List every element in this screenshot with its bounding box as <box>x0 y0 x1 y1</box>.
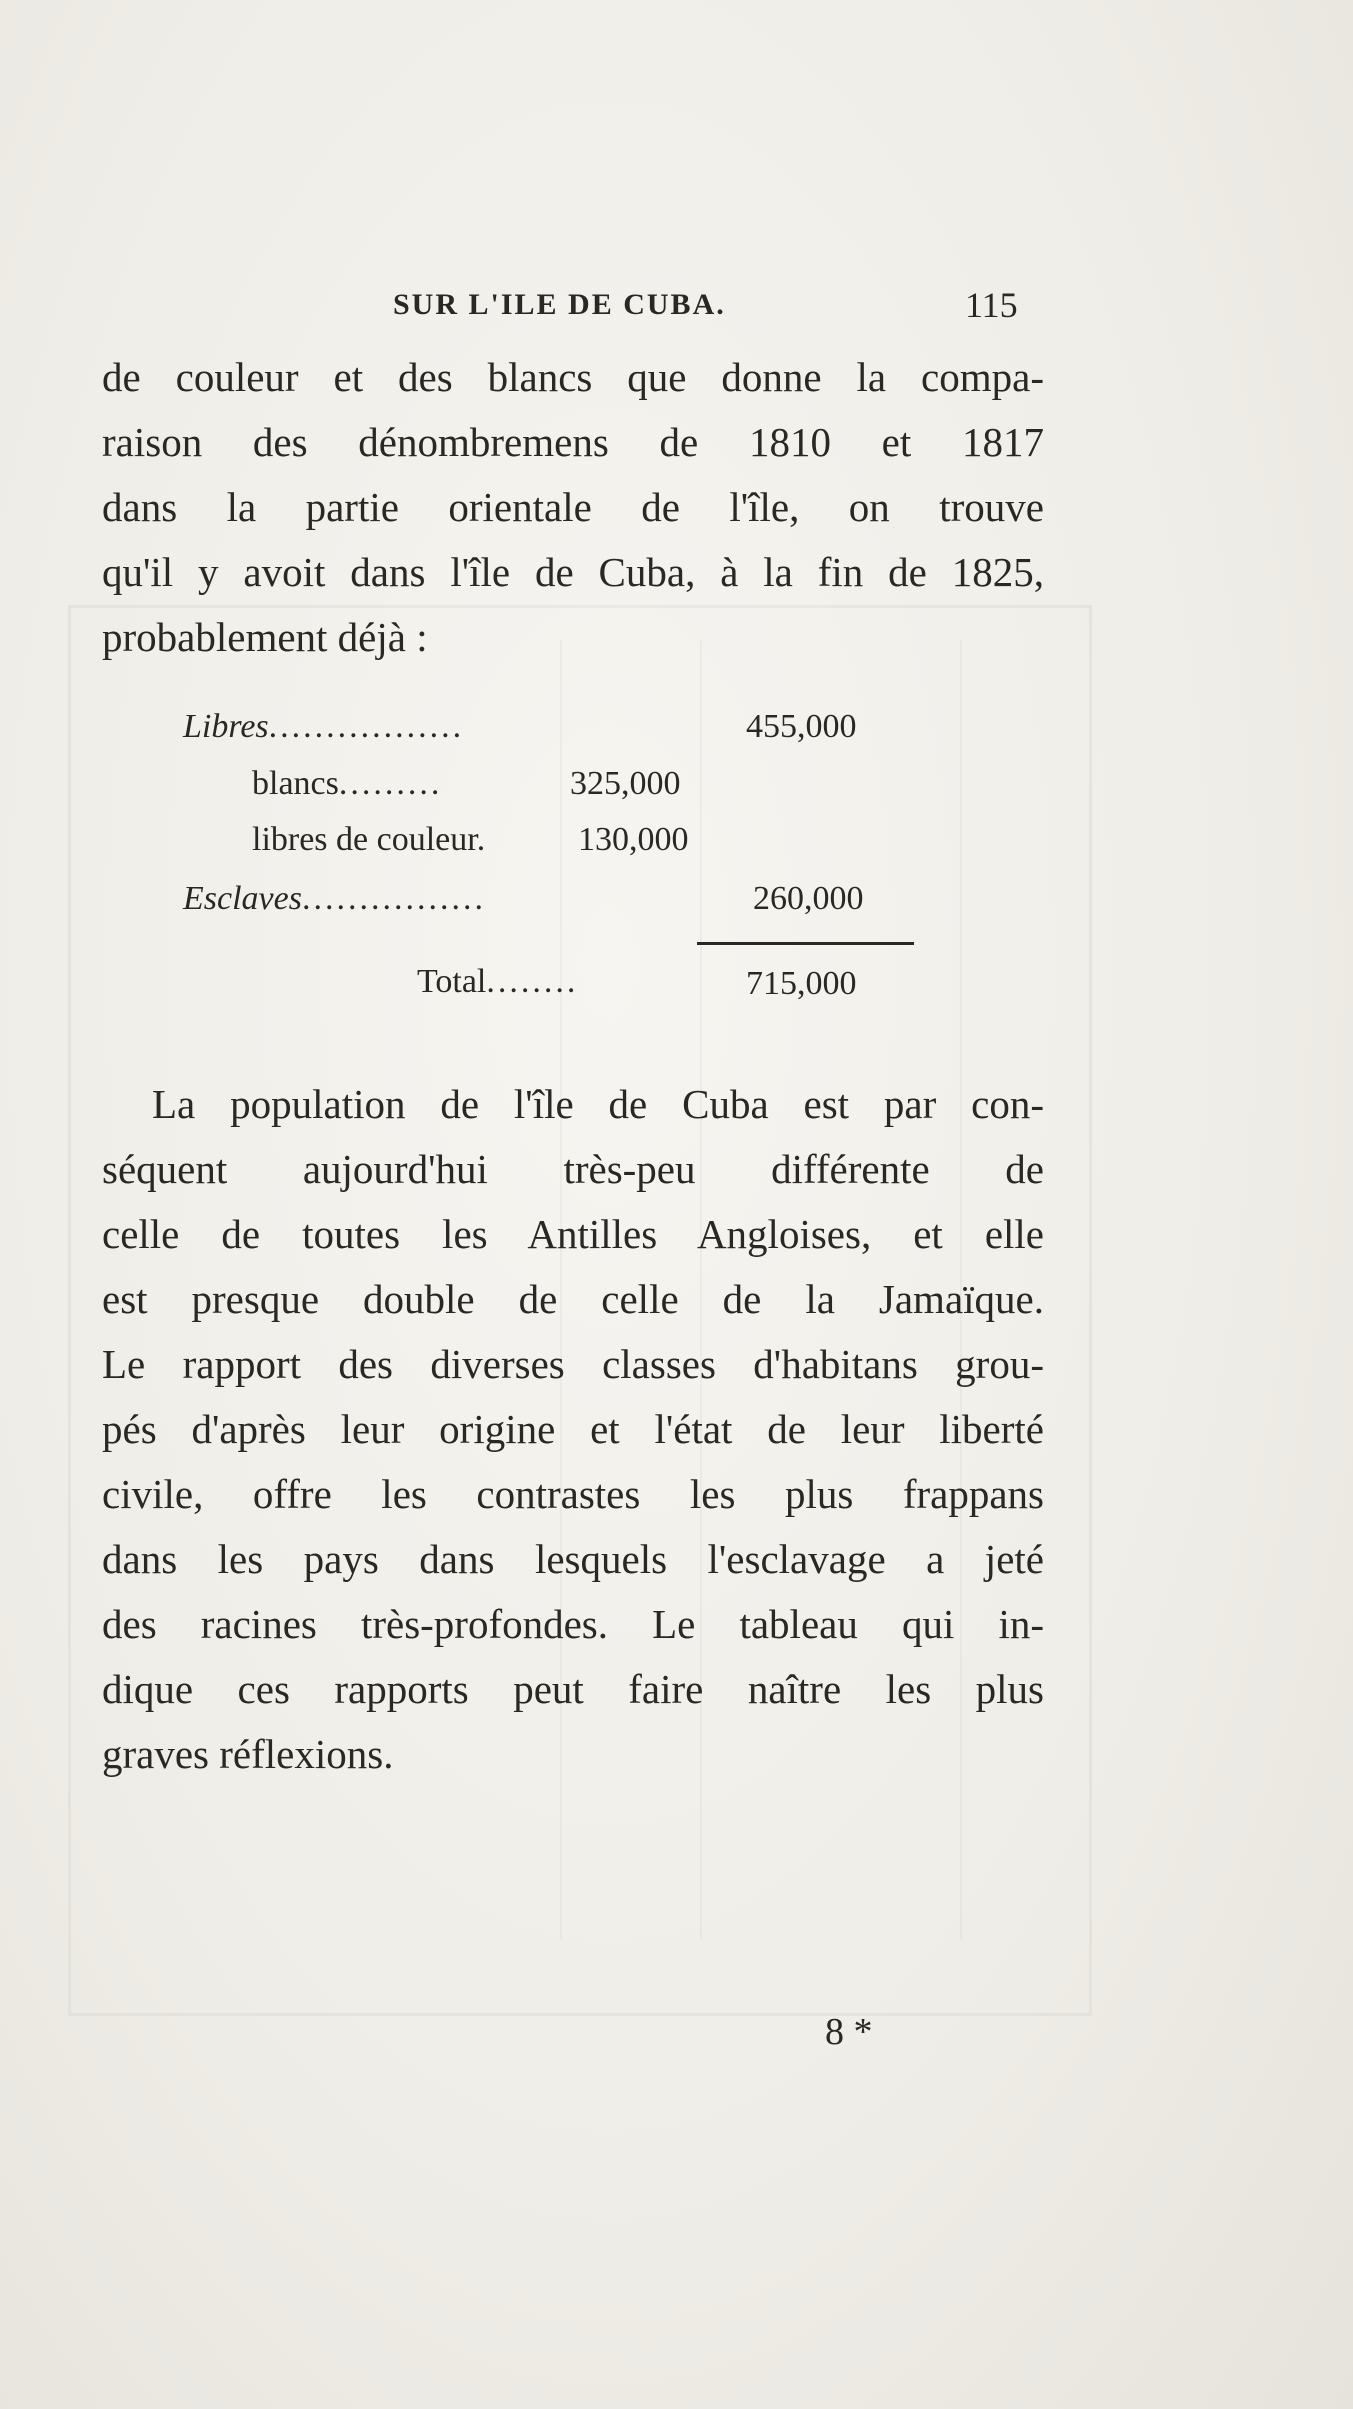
leader-dots: ................. <box>268 708 465 745</box>
signature-mark: 8 * <box>825 2011 873 2053</box>
text-line: probablement déjà : <box>102 614 428 660</box>
leader-dots: ................ <box>301 880 486 917</box>
total-rule <box>697 942 914 945</box>
libres-label: Libres <box>183 708 269 745</box>
text-line: dans les pays dans lesquels l'esclavage a jeté <box>102 1536 1044 1582</box>
text-line: est presque double de celle de la Jamaïque. <box>102 1276 1044 1322</box>
blancs-value: 325,000 <box>570 765 681 802</box>
text-line: graves réflexions. <box>102 1731 394 1777</box>
table-row-blancs <box>252 765 442 817</box>
text-line: celle de toutes les Antilles Angloises, et elle <box>102 1211 1044 1257</box>
text-line: séquent aujourd'hui très-peu différente de <box>102 1146 1044 1192</box>
text-line: des racines très-profondes. Le tableau qui in- <box>102 1601 1044 1647</box>
text-line: pés d'après leur origine et l'état de leur liberté <box>102 1406 1044 1452</box>
running-head: SUR L'ILE DE CUBA. <box>393 288 726 321</box>
esclaves-label: Esclaves <box>183 880 302 917</box>
esclaves-value: 260,000 <box>753 880 864 917</box>
table-row-libres <box>183 708 464 760</box>
table-row-esclaves <box>183 880 486 932</box>
table-row-couleur <box>252 821 485 873</box>
libres-value: 455,000 <box>746 708 857 745</box>
total-value: 715,000 <box>746 965 857 1002</box>
paragraph-1 <box>102 345 1044 670</box>
text-line: qu'il y avoit dans l'île de Cuba, à la fin de 1825, <box>102 549 1044 595</box>
paragraph-2 <box>102 1072 1044 1787</box>
total-label: Total <box>417 963 487 1000</box>
text-line: Le rapport des diverses classes d'habitans grou- <box>102 1341 1044 1387</box>
page-header <box>0 285 1353 328</box>
leader-dots: ........ <box>486 963 579 1000</box>
text-line: civile, offre les contrastes les plus frappans <box>102 1471 1044 1517</box>
text-line: dans la partie orientale de l'île, on trouve <box>102 484 1044 530</box>
text-line: raison des dénombremens de 1810 et 1817 <box>102 419 1044 465</box>
page-number: 115 <box>965 285 1018 325</box>
couleur-value: 130,000 <box>578 821 689 858</box>
text-line: de couleur et des blancs que donne la compa- <box>102 354 1044 400</box>
leader-dots: ......... <box>338 765 443 802</box>
couleur-label: libres de couleur. <box>252 821 486 858</box>
text-line: dique ces rapports peut faire naître les plus <box>102 1666 1044 1712</box>
table-row-total <box>417 963 578 1015</box>
blancs-label: blancs <box>252 765 339 802</box>
text-line: La population de l'île de Cuba est par con- <box>152 1081 1044 1127</box>
